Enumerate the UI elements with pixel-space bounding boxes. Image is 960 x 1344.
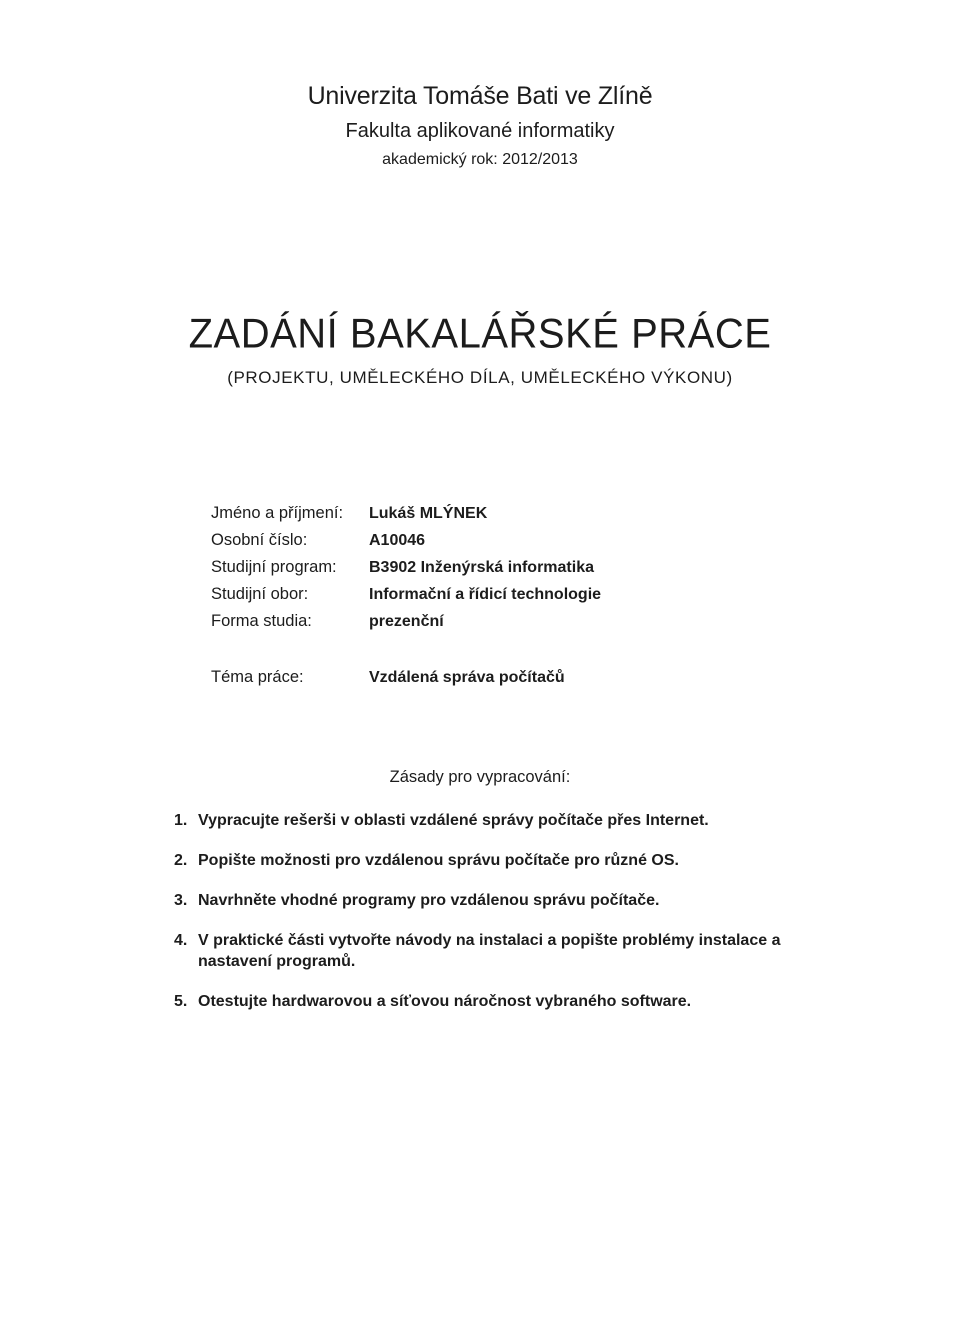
- item-number: 3.: [174, 892, 188, 909]
- info-row-name: [211, 500, 601, 527]
- item-text: Popište možnosti pro vzdálenou správu počítače pro různé OS.: [198, 852, 679, 869]
- academic-year: akademický rok: 2012/2013: [382, 151, 578, 168]
- item-number: 2.: [174, 852, 188, 869]
- item-text: Vypracujte rešerši v oblasti vzdálené správy počítače přes Internet.: [198, 812, 709, 829]
- info-label: Forma studia:: [211, 612, 312, 630]
- info-value: A10046: [369, 531, 426, 549]
- info-label: Osobní číslo:: [211, 531, 308, 549]
- info-value: prezenční: [369, 612, 444, 630]
- document-title: ZADÁNÍ BAKALÁŘSKÉ PRÁCE: [188, 310, 772, 358]
- list-item: [174, 991, 814, 1012]
- item-text: Navrhněte vhodné programy pro vzdálenou správu počítače.: [198, 892, 660, 909]
- info-label: Studijní obor:: [211, 585, 309, 603]
- info-value: Informační a řídicí technologie: [369, 585, 602, 603]
- info-row-study-program: [211, 554, 601, 581]
- item-number: 4.: [174, 932, 188, 949]
- principles-list: [174, 810, 814, 1031]
- info-value: Lukáš MLÝNEK: [369, 504, 488, 522]
- info-label: Jméno a příjmení:: [211, 504, 344, 522]
- list-item: [174, 810, 814, 831]
- student-info: [211, 500, 601, 635]
- info-row-study-form: [211, 608, 601, 635]
- list-item: [174, 890, 814, 911]
- info-row-study-field: [211, 581, 601, 608]
- document-subtitle: (PROJEKTU, UMĚLECKÉHO DÍLA, UMĚLECKÉHO VÝKONU): [227, 368, 733, 387]
- info-label: Studijní program:: [211, 558, 337, 576]
- thesis-topic: [211, 664, 565, 691]
- info-row-personal-number: [211, 527, 601, 554]
- faculty-name: Fakulta aplikované informatiky: [345, 120, 615, 142]
- info-value: B3902 Inženýrská informatika: [369, 558, 594, 576]
- university-name: Univerzita Tomáše Bati ve Zlíně: [307, 82, 653, 110]
- principles-heading: Zásady pro vypracování:: [389, 768, 571, 786]
- item-text: Otestujte hardwarovou a síťovou náročnost vybraného software.: [198, 993, 692, 1010]
- item-text: V praktické části vytvořte návody na instalaci a popište problémy instalace a nastavení programů.: [198, 932, 781, 970]
- item-number: 1.: [174, 812, 188, 829]
- topic-value: Vzdálená správa počítačů: [369, 668, 565, 686]
- list-item: [174, 850, 814, 871]
- item-number: 5.: [174, 993, 188, 1010]
- list-item: [174, 930, 814, 972]
- topic-label: Téma práce:: [211, 668, 304, 686]
